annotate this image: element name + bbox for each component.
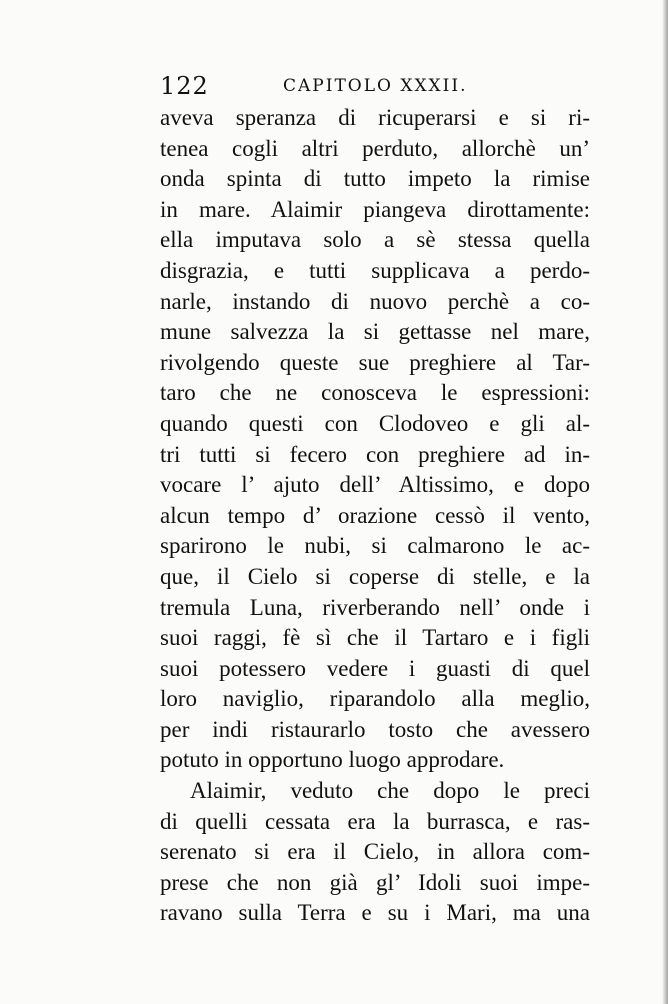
text-line: loro naviglio, riparandolo alla meglio, [160, 686, 590, 712]
text-line: sparirono le nubi, si calmarono le ac- [160, 533, 590, 559]
text-line: per indi ristaurarlo tosto che avessero [160, 716, 590, 742]
text-line: vocare l’ ajuto dell’ Altissimo, e dopo [160, 472, 590, 498]
body-text [160, 103, 590, 929]
text-line: prese che non già gl’ Idoli suoi impe- [160, 869, 590, 895]
text-line: quando questi con Clodoveo e gli al- [160, 410, 590, 436]
text-line: suoi potessero vedere i guasti di quel [160, 655, 590, 681]
text-line: onda spinta di tutto impeto la rimise [160, 166, 590, 192]
text-line: di quelli cessata era la burrasca, e ras- [160, 808, 590, 834]
text-line: serenato si era il Cielo, in allora com- [160, 839, 590, 865]
text-line: alcun tempo d’ orazione cessò il vento, [160, 502, 590, 528]
text-line: narle, instando di nuovo perchè a co- [160, 288, 590, 314]
text-line: disgrazia, e tutti supplicava a perdo- [160, 257, 590, 283]
text-line: que, il Cielo si coperse di stelle, e la [160, 563, 590, 589]
text-line: tri tutti si fecero con preghiere ad in- [160, 441, 590, 467]
text-line: ravano sulla Terra e su i Mari, ma una [160, 900, 590, 926]
text-line: aveva speranza di ricuperarsi e si ri- [160, 105, 590, 130]
page-number: 122 [160, 72, 209, 100]
text-line: tremula Luna, riverberando nell’ onde i [160, 594, 590, 620]
running-head: CAPITOLO XXXII. [283, 76, 468, 96]
text-line: taro che ne conosceva le espressioni: [160, 380, 590, 406]
page-header [160, 72, 590, 100]
text-line: suoi raggi, fè sì che il Tartaro e i figli [160, 625, 590, 651]
paragraph-first-line: Alaimir, veduto che dopo le preci [190, 778, 590, 804]
text-line: mune salvezza la si gettasse nel mare, [160, 319, 590, 345]
text-line: ella imputava solo a sè stessa quella [160, 227, 590, 253]
text-line: in mare. Alaimir piangeva dirottamente: [160, 196, 590, 222]
text-line: potuto in opportuno luogo approdare. [160, 747, 505, 773]
text-line: rivolgendo queste sue preghiere al Tar- [160, 349, 590, 375]
page-edge-shadow [662, 0, 668, 1004]
text-line: tenea cogli altri perduto, allorchè un’ [160, 135, 590, 161]
